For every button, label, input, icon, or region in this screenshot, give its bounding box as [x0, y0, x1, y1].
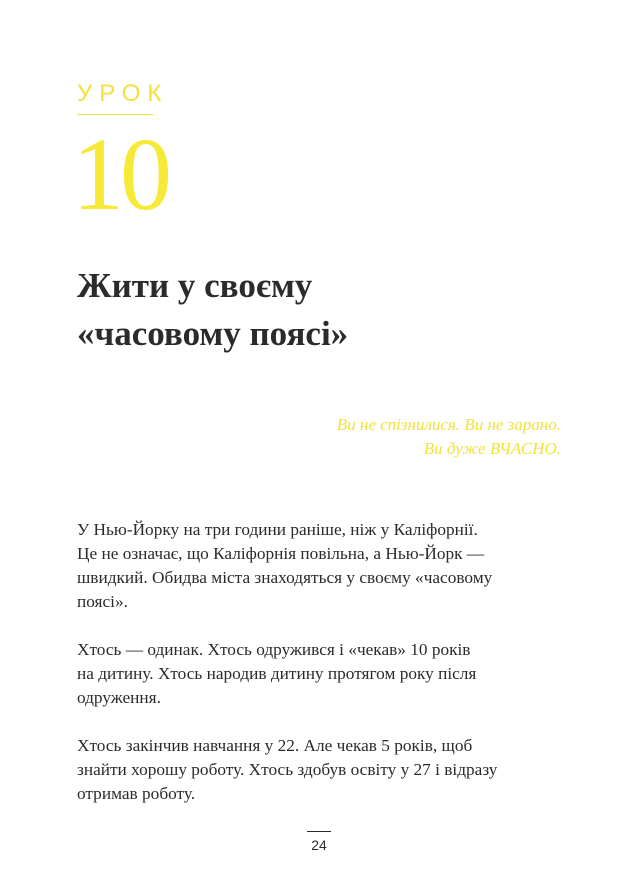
lesson-number: 10 [72, 117, 168, 232]
body-line: швидкий. Обидва міста знаходяться у своєму «часовому [77, 568, 493, 587]
body-line: одруження. [77, 688, 161, 707]
body-line: поясі». [77, 592, 128, 611]
page-number: 24 [311, 837, 327, 853]
chapter-title-line: Жити у своєму [77, 266, 313, 305]
lesson-divider [77, 114, 153, 115]
page-number-divider [307, 831, 331, 832]
body-text [77, 518, 557, 830]
body-line: У Нью-Йорку на три години раніше, ніж у Каліфорнії. [77, 520, 478, 539]
epigraph [337, 413, 561, 461]
epigraph-line: Ви не спізнилися. Ви не зарано. [336, 415, 561, 434]
body-line: знайти хорошу роботу. Хтось здобув освіту у 27 і відразу [77, 760, 498, 779]
body-line: отримав роботу. [77, 784, 196, 803]
body-line: Хтось закінчив навчання у 22. Але чекав 5 років, щоб [77, 736, 473, 755]
body-line: Це не означає, що Каліфорнія повільна, а Нью-Йорк — [77, 544, 485, 563]
body-line: на дитину. Хтось народив дитину протягом року після [77, 664, 477, 683]
body-paragraph [77, 518, 557, 614]
chapter-title [77, 262, 348, 358]
lesson-label: УРОК [77, 80, 169, 107]
body-line: Хтось — одинак. Хтось одружився і «чекав» 10 років [77, 640, 471, 659]
body-paragraph [77, 638, 557, 710]
body-paragraph [77, 734, 557, 806]
chapter-title-line: «часовому поясі» [77, 314, 349, 353]
epigraph-line: Ви дуже ВЧАСНО. [423, 439, 561, 458]
